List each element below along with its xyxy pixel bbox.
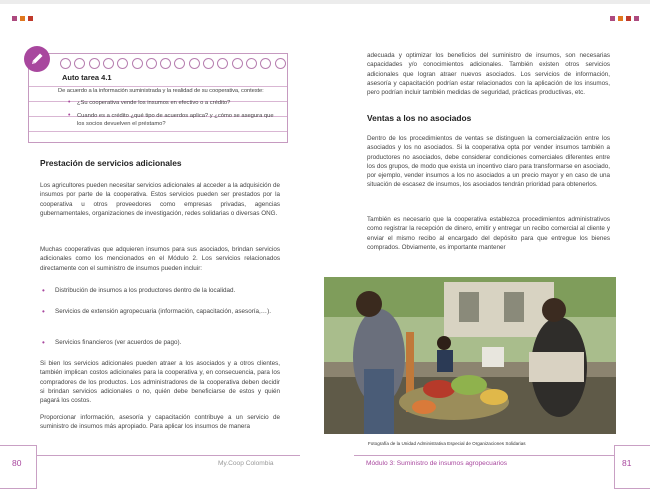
footer-module: Módulo 3: Suministro de insumos agropecuarios <box>366 460 508 467</box>
ring-icon <box>232 58 243 69</box>
corner-square <box>12 16 17 21</box>
list-item: • Distribución de insumos a los productores dentro de la localidad. <box>42 286 236 295</box>
corner-square <box>634 16 639 21</box>
ring-icon <box>246 58 257 69</box>
ring-icon <box>275 58 286 69</box>
section-heading: Ventas a los no asociados <box>367 113 472 123</box>
list-item: • Servicios de extensión agropecuaria (información, capacitación, asesoría,…). <box>42 307 271 316</box>
ring-icon <box>89 58 100 69</box>
footer-rule <box>354 455 614 456</box>
bullet-icon: • <box>42 286 45 295</box>
corner-square <box>20 16 25 21</box>
footer-page-box <box>614 445 650 489</box>
pencil-icon <box>24 46 50 72</box>
corner-square <box>28 16 33 21</box>
section-heading: Prestación de servicios adicionales <box>40 158 182 168</box>
paragraph: También es necesario que la cooperativa establezca procedimientos administrativos como registrar la recepción de dinero, emitir y entregar un recibo comercial al cliente y enviar el mismo recibo al encargado del depósito para que entregue los bienes comprados. Obviamente, es importante mantener <box>367 216 610 251</box>
corner-square <box>610 16 615 21</box>
bullet-icon: • <box>42 307 45 316</box>
bullet-icon: • <box>68 112 71 119</box>
ring-icon <box>103 58 114 69</box>
corner-square <box>626 16 631 21</box>
paragraph: Proporcionar información, asesoría y capacitación contribuye a un servicio de suministro de insumos más apropiado. Para aplicar los insumos de manera <box>40 414 280 431</box>
market-photo <box>324 277 616 434</box>
footer-rule <box>36 455 300 456</box>
task-question: • Cuando es a crédito ¿qué tipo de acuerdos aplica? y ¿cómo se asegura que los socios devuelven el préstamo? <box>68 112 274 127</box>
bullet-icon: • <box>68 99 71 106</box>
ring-icon <box>203 58 214 69</box>
paragraph: Los agricultores pueden necesitar servicios adicionales al acceder a la adquisición de insumos por parte de la cooperativa. Estos servicios pueden ser prestados por la cooperativa u otros proveedores como empresas privadas, agencias gubernamentales, organizaciones de investigación, redes solidarias o diversas ONG. <box>40 182 280 217</box>
page-number: 80 <box>12 458 22 468</box>
paragraph: Dentro de los procedimientos de ventas se distinguen la comercialización entre los asociados y los no asociados. Si la cooperativa opta por vender insumos también a productores no asociados, debe considerar condiciones comerciales diferentes entre los dos grupos, de modo que exista un incentivo claro para transformarse en asociado, por ejemplo, vender insumos a los no asociados a un precio mayor y en caso de una situación de escasez de insumos, los asociados tendrán prioridad para obtenerlos. <box>367 135 610 189</box>
paragraph: Muchas cooperativas que adquieren insumos para sus asociados, brindan servicios adicionales como los mencionados en el Módulo 2. Los servicios relacionados directamente con el suministro de insumos pueden incluir: <box>40 246 280 272</box>
list-item: • Servicios financieros (ver acuerdos de pago). <box>42 338 182 347</box>
top-stripe <box>0 0 650 4</box>
task-title: Auto tarea 4.1 <box>62 73 112 82</box>
paragraph: Si bien los servicios adicionales pueden atraer a los asociados y a otros clientes, también implican costos adicionales para la cooperativa y, en consecuencia, para los compradores de los productos. Los administradores de la cooperativa deben decidir si brindan servicios adicionales o no, quién debe beneficiarse de estos y quién pagará los costos. <box>40 360 280 405</box>
corner-square <box>618 16 623 21</box>
footer-publication: My.Coop Colombia <box>218 460 274 467</box>
paragraph: adecuada y optimizar los beneficios del suministro de insumos, son necesarias capacidades y/o conocimientos adicionales. También existen otros servicios adicionales que logran atraer nuevos asociados. Los servicios de información, asesoría y capacitación podrían estar relacionados con la aplicación de los insumos, pero podrían incluir también medidas de seguridad, prácticas productivas, etc. <box>367 52 610 97</box>
task-intro: De acuerdo a la información suministrada y la realidad de su cooperativa, conteste: <box>58 88 264 94</box>
bullet-icon: • <box>42 338 45 347</box>
task-question: • ¿Su cooperativa vende los insumos en efectivo o a crédito? <box>68 99 231 106</box>
ring-icon <box>189 58 200 69</box>
page-number: 81 <box>622 458 632 468</box>
ring-icon <box>132 58 143 69</box>
photo-caption: Fotografía de la Unidad Administrativa Especial de Organizaciones Solidarias <box>368 441 526 446</box>
ring-icon <box>60 58 71 69</box>
ring-icon <box>146 58 157 69</box>
